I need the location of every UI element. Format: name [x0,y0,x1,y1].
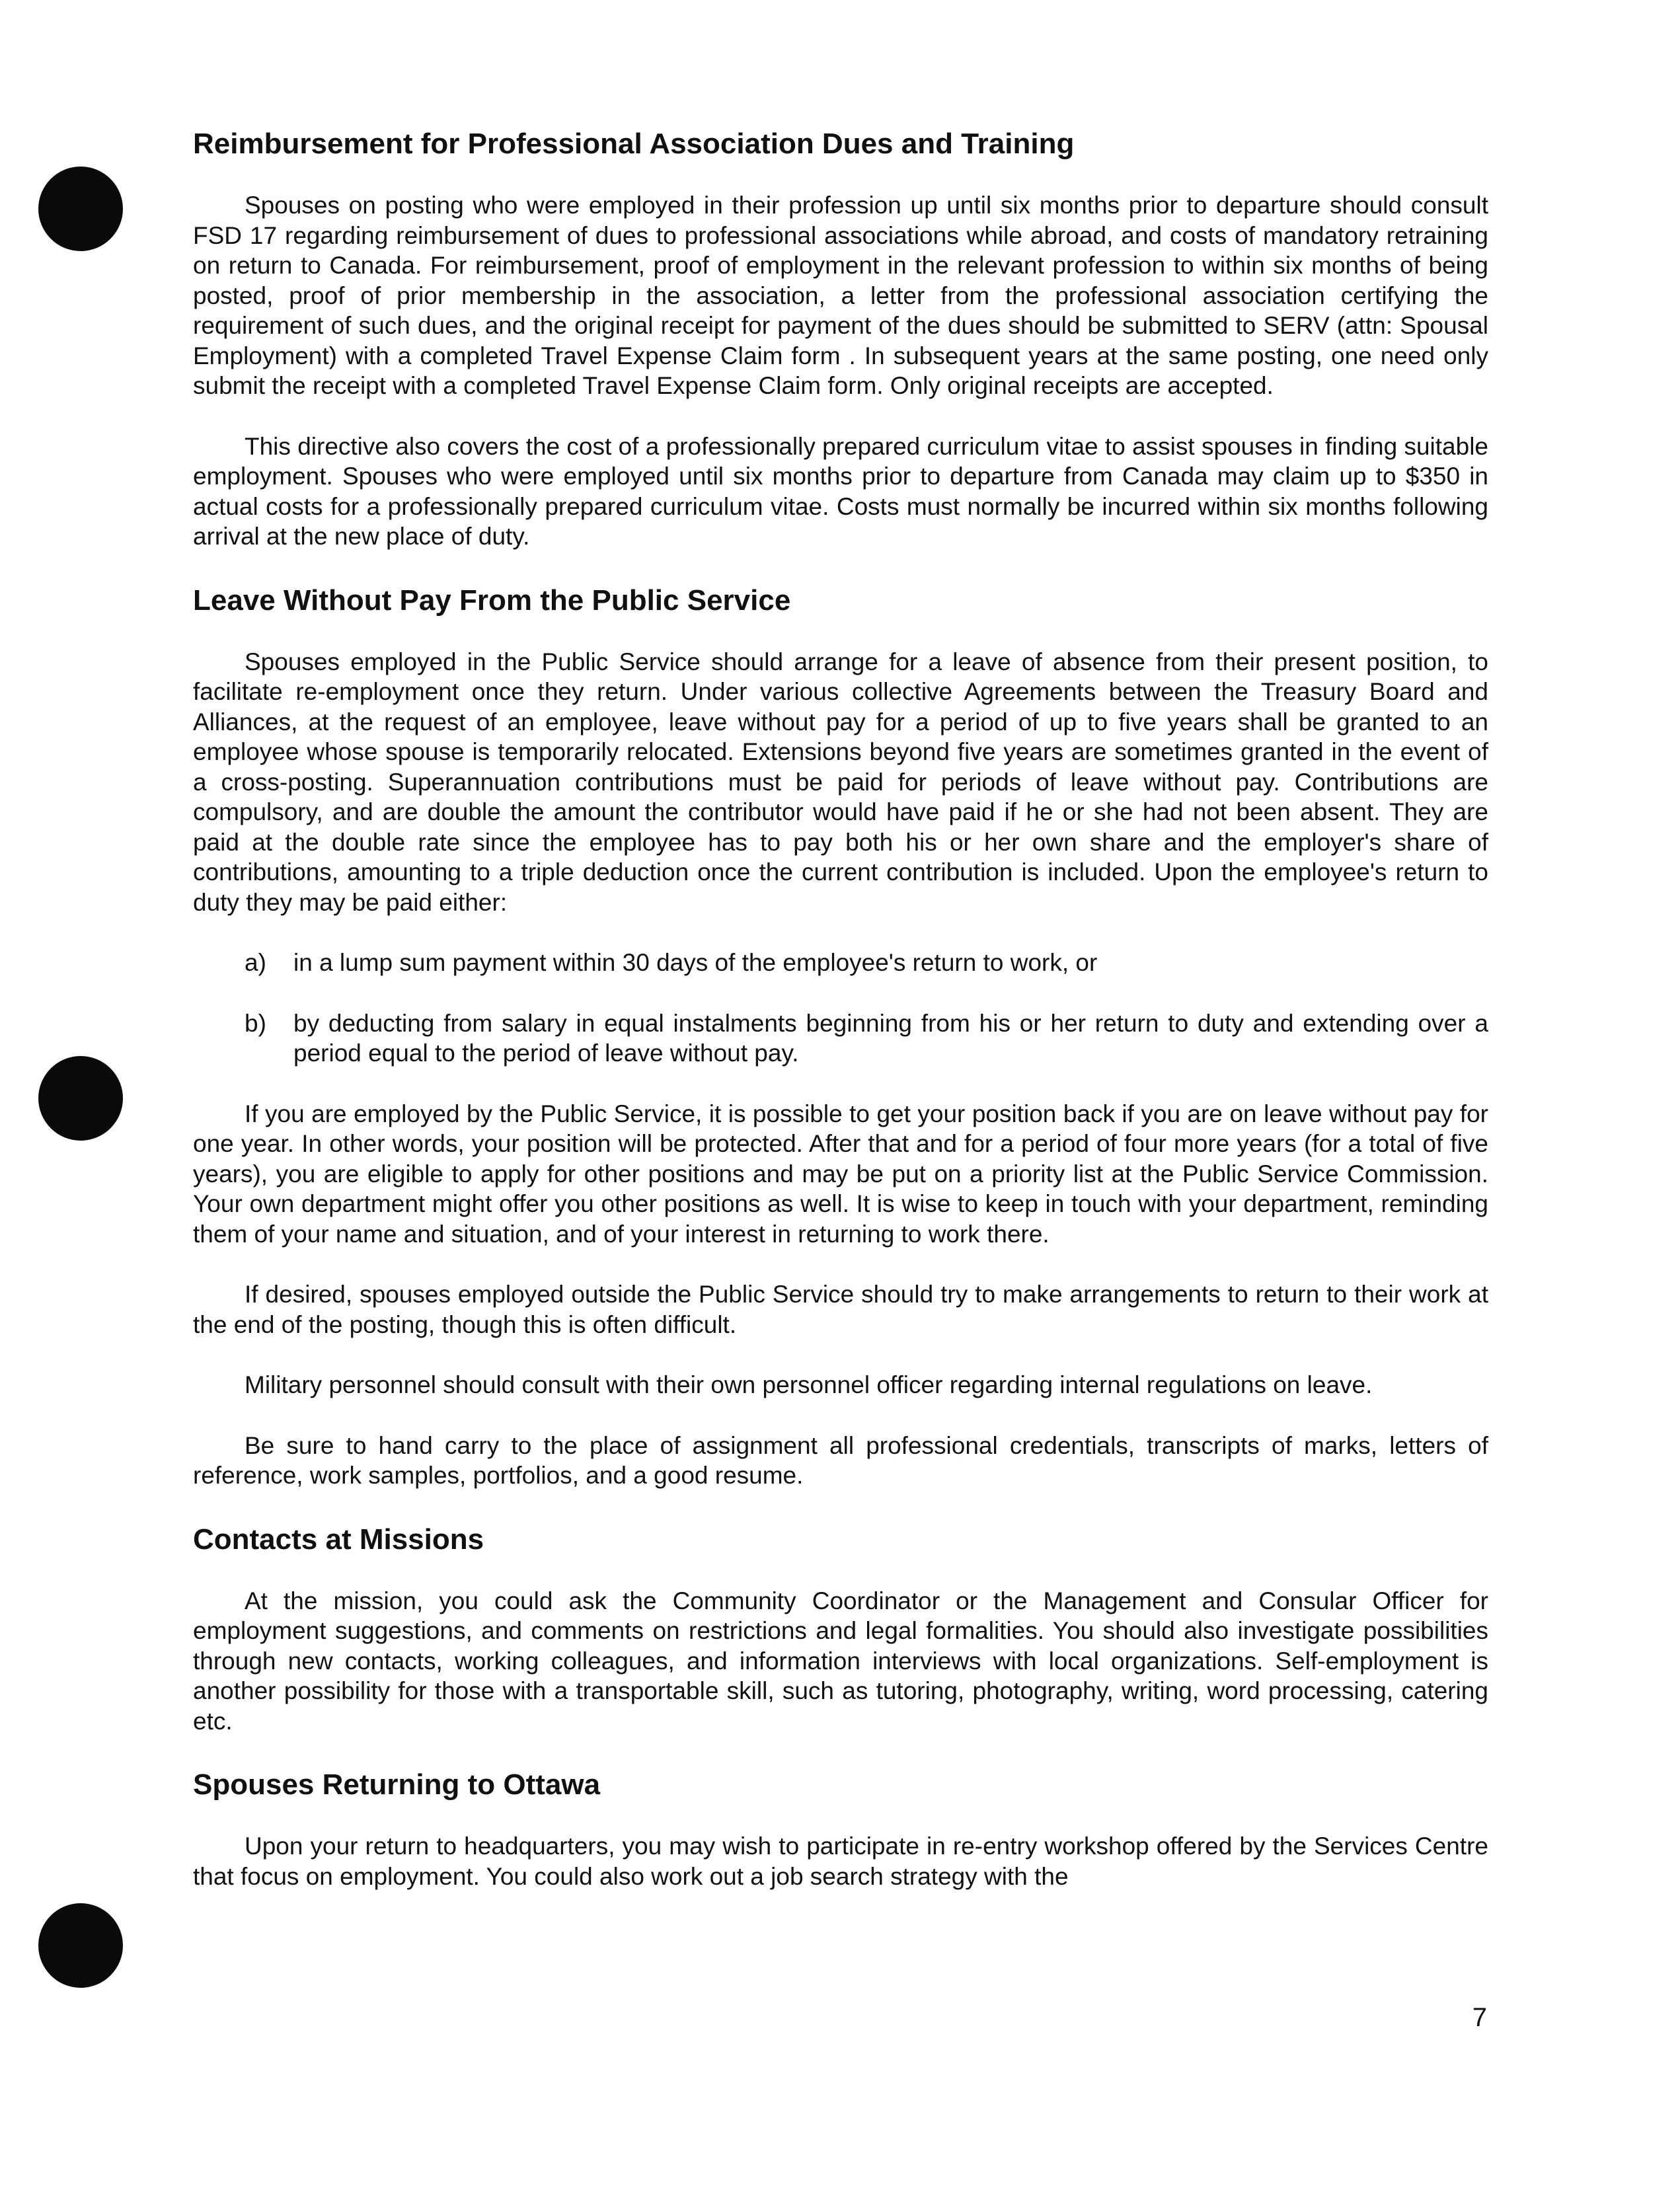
page-number: 7 [1472,2003,1487,2032]
list-item [193,948,1488,978]
paragraph: At the mission, you could ask the Community Coordinator or the Management and Consular Officer for employment suggestions, and comments on restrictions and legal formalities. You should also investigate possibilities through new contacts, working colleagues, and information interviews with local organizations. Self-employment is another possibility for those with a transportable skill, such as tutoring, photography, writing, word processing, catering etc. [193,1587,1488,1735]
punch-hole-bottom [38,1903,123,1988]
punch-hole-top [38,167,123,251]
list-marker: a) [245,949,266,976]
list-item-text: in a lump sum payment within 30 days of the employee's return to work, or [293,949,1098,976]
paragraph: This directive also covers the cost of a professionally prepared curriculum vitae to assist spouses in finding suitable employment. Spouses who were employed until six months prior to departure from Canada may claim up to $350 in actual costs for a professionally prepared curriculum vitae. Costs must normally be incurred within six months following arrival at the new place of duty. [193,432,1488,550]
list-item-text: by deducting from salary in equal instalments beginning from his or her return to duty and extending over a period equal to the period of leave without pay. [293,1009,1488,1067]
section-heading: Contacts at Missions [193,1523,484,1556]
paragraph: Upon your return to headquarters, you may wish to participate in re-entry workshop offered by the Services Centre that focus on employment. You could also work out a job search strategy with the [193,1833,1488,1890]
section-reimbursement [193,126,1488,552]
list-item [193,1008,1488,1069]
scan-artifact [661,0,1031,16]
paragraph: If you are employed by the Public Service, it is possible to get your position back if you are on leave without pay for one year. In other words, your position will be protected. After that and for a period of four more years (for a total of five years), you are eligible to apply for other positions and may be put on a priority list at the Public Service Commission. Your own department might offer you other positions as well. It is wise to keep in touch with your department, reminding them of your name and situation, and of your interest in returning to work there. [193,1100,1488,1248]
list-marker: b) [245,1009,266,1037]
section-heading: Reimbursement for Professional Association Dues and Training [193,128,1075,160]
paragraph: Be sure to hand carry to the place of assignment all professional credentials, transcripts of marks, letters of reference, work samples, portfolios, and a good resume. [193,1431,1488,1489]
paragraph: Spouses on posting who were employed in their profession up until six months prior to departure should consult FSD 17 regarding reimbursement of dues to professional associations while abroad, and costs of mandatory retraining on return to Canada. For reimbursement, proof of employment in the relevant profession to within six months of being posted, proof of prior membership in the association, a letter from the professional association certifying the requirement of such dues, and the original receipt for payment of the dues should be submitted to SERV (attn: Spousal Employment) with a completed Travel Expense Claim form . In subsequent years at the same posting, one need only submit the receipt with a completed Travel Expense Claim form. Only original receipts are accepted. [193,192,1488,399]
section-leave-without-pay [193,582,1488,1491]
paragraph: If desired, spouses employed outside the Public Service should try to make arrangements to return to their work at the end of the posting, though this is often difficult. [193,1281,1488,1338]
payment-options-list [193,948,1488,1069]
section-contacts-at-missions [193,1521,1488,1737]
section-heading: Spouses Returning to Ottawa [193,1768,601,1801]
document-body [193,126,1488,1922]
section-spouses-returning [193,1766,1488,1891]
paragraph: Military personnel should consult with their own personnel officer regarding internal regulations on leave. [245,1371,1373,1398]
paragraph: Spouses employed in the Public Service should arrange for a leave of absence from their present position, to facilitate re-employment once they return. Under various collective Agreements between the Treasury Board and Alliances, at the request of an employee, leave without pay for a period of up to five years shall be granted to an employee whose spouse is temporarily relocated. Extensions beyond five years are sometimes granted in the event of a cross-posting. Superannuation contributions must be paid for periods of leave without pay. Contributions are compulsory, and are double the amount the contributor would have paid if he or she had not been absent. They are paid at the double rate since the employee has to pay both his or her own share and the employer's share of contributions, amounting to a triple deduction once the current contribution is included. Upon the employee's return to duty they may be paid either: [193,648,1488,916]
punch-hole-middle [38,1056,123,1141]
section-heading: Leave Without Pay From the Public Service [193,584,791,617]
